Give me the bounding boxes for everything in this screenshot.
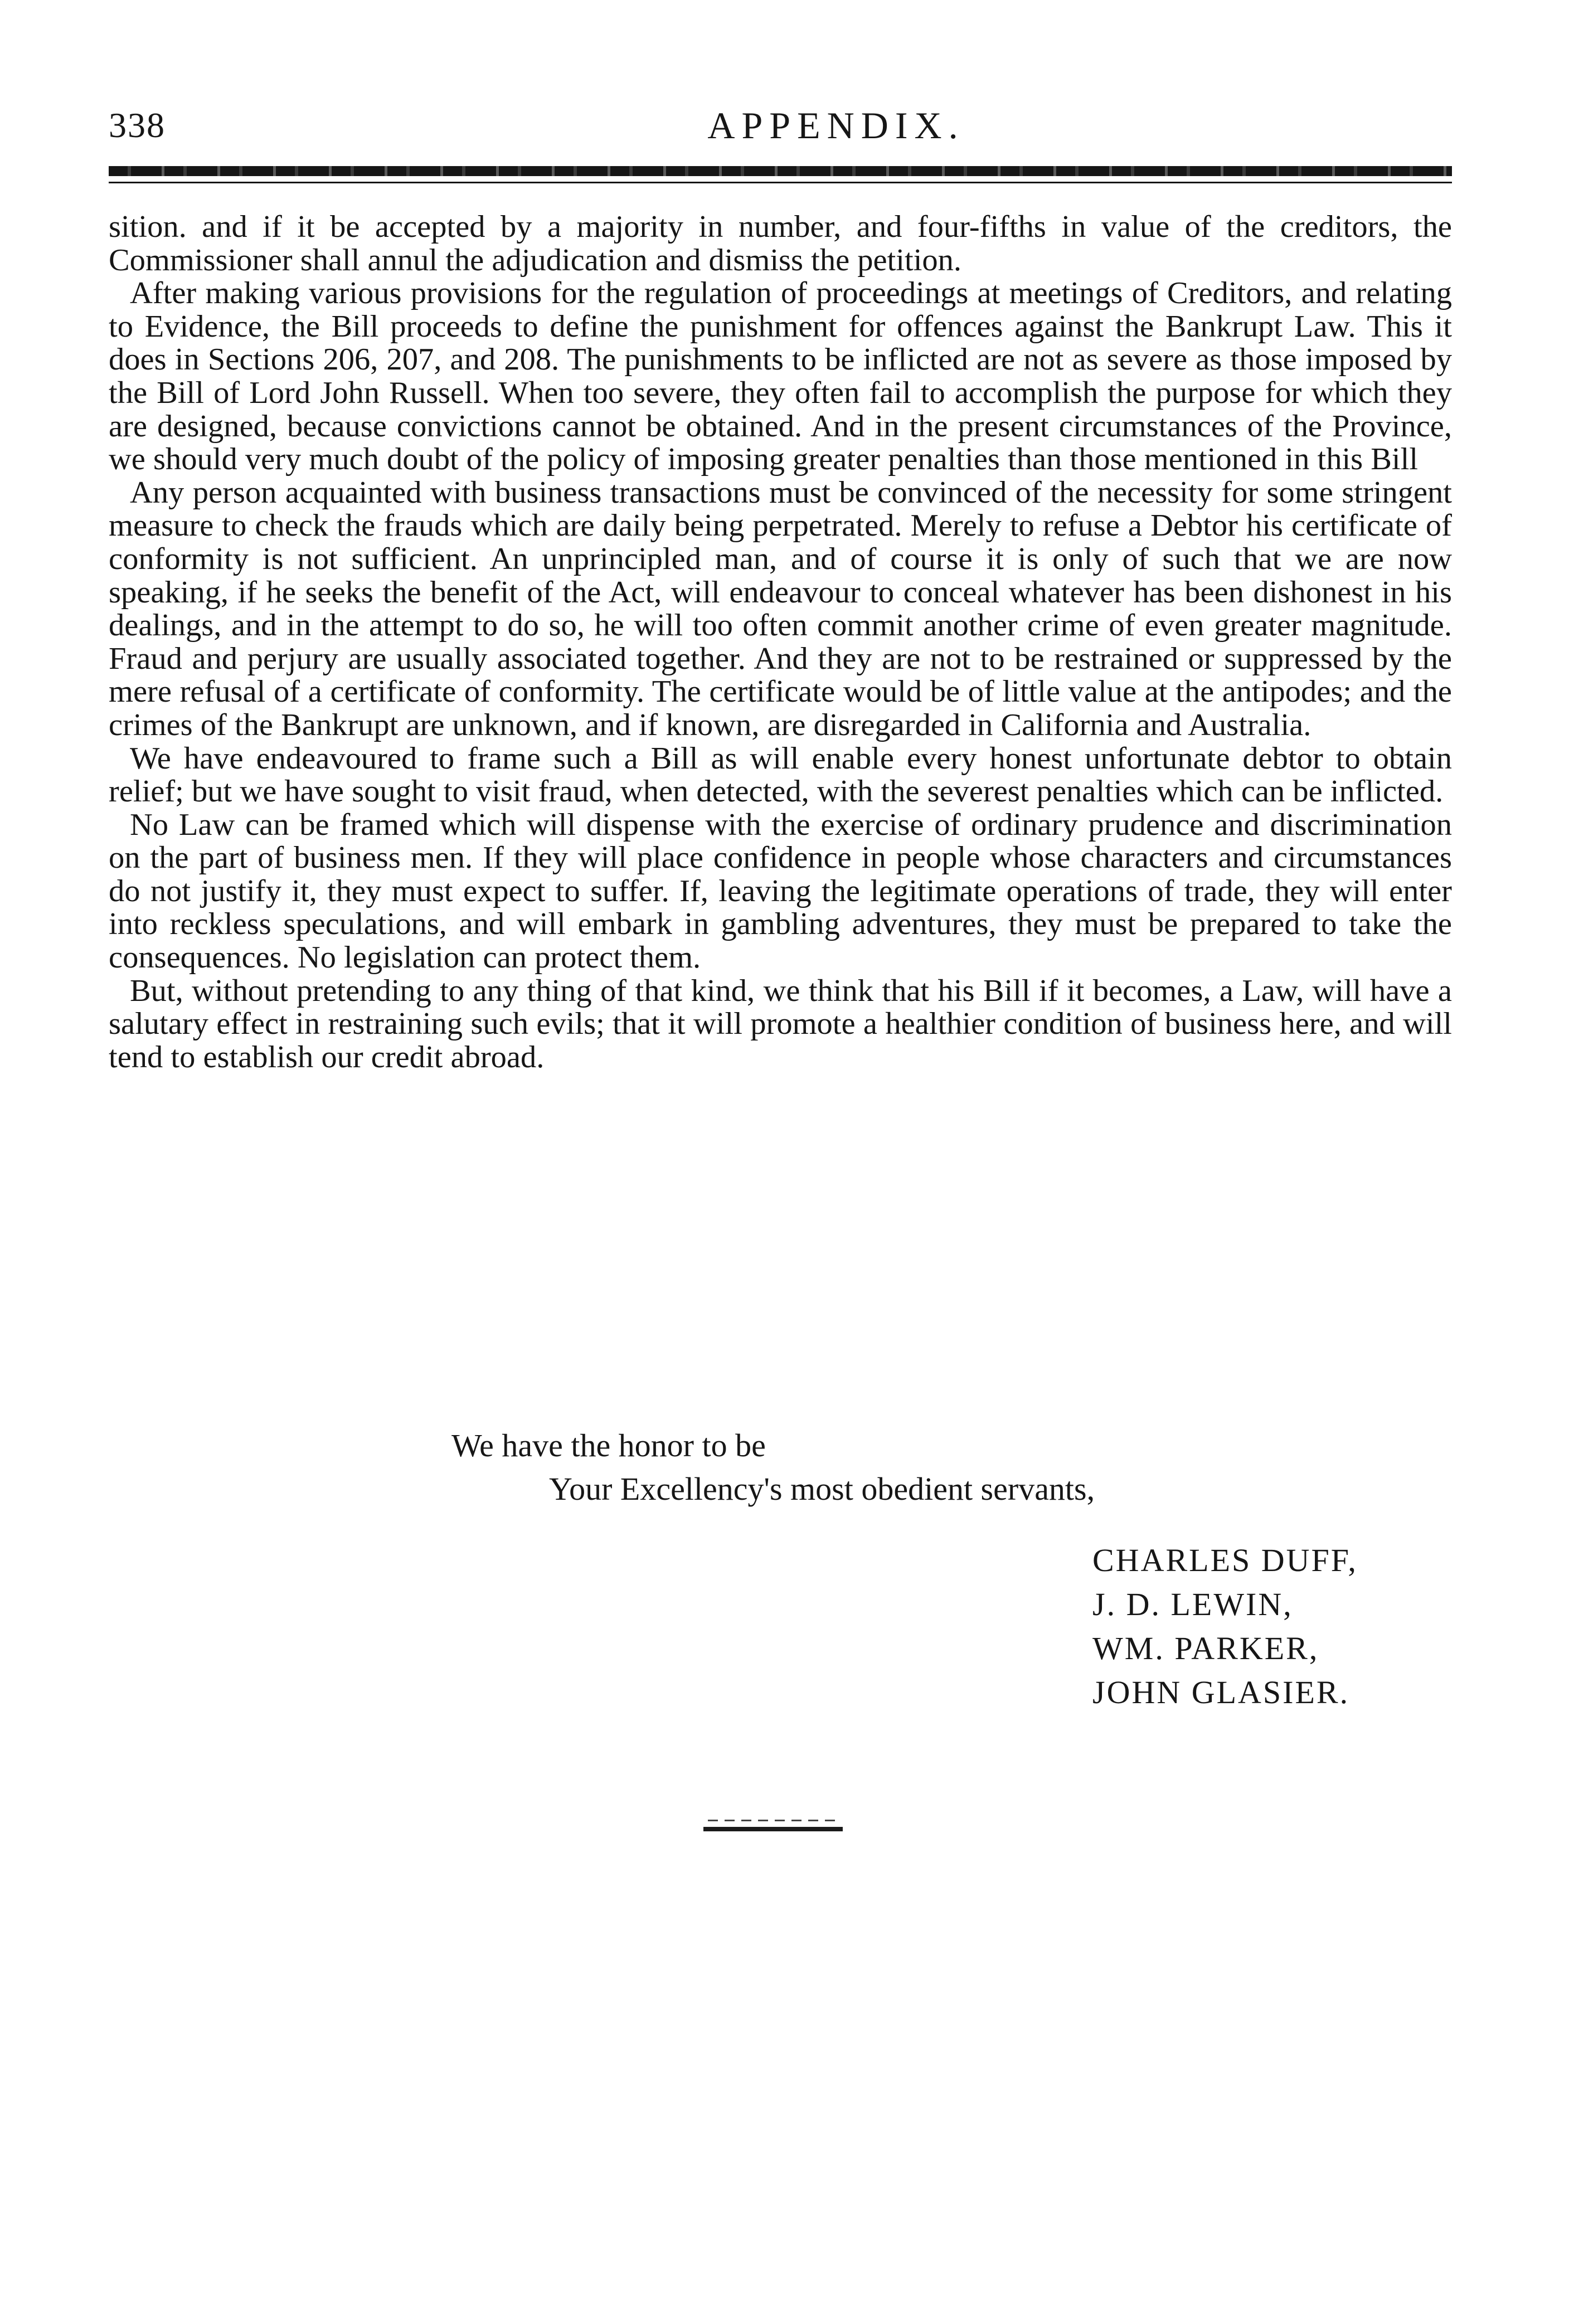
paragraph-continuation: sition. and if it be accepted by a majority in number, and four-fifths in value of the creditors, the Commissioner shall annul the adjudication and dismiss the petition. xyxy=(109,210,1452,278)
header-rule-thin xyxy=(109,182,1452,183)
closing-valediction: Your Excellency's most obedient servants, xyxy=(549,1471,1095,1507)
paragraph-relief: We have endeavoured to frame such a Bill as will enable every honest unfortunate debtor to obtain relief; but we have sought to visit fraud, when detected, with the severest penalties which can be inflicted. xyxy=(109,741,1452,809)
end-ornament-rule xyxy=(703,1827,843,1831)
running-head: APPENDIX. xyxy=(707,104,965,147)
header-rule-thick xyxy=(109,166,1452,176)
closing-salutation: We have the honor to be xyxy=(451,1427,766,1464)
paragraph-conclusion: But, without pretending to any thing of that kind, we think that his Bill if it becomes, a Law, will have a salutary effect in restraining such evils; that it will promote a healthier condition of business here, and will tend to establish our credit abroad. xyxy=(109,973,1452,1075)
end-ornament-rule-top xyxy=(708,1820,836,1821)
signatory: JOHN GLASIER. xyxy=(1092,1674,1350,1710)
paragraph-punishments: After making various provisions for the regulation of proceedings at meetings of Creditors, and relating to Evidence, the Bill proceeds to define the punishment for offences against the Bankrupt Law. This it does in Sections 206, 207, and 208. The punishments to be inflicted are not as severe as those imposed by the Bill of Lord John Russell. When too severe, they often fail to accomplish the purpose for which they are designed, because convictions cannot be obtained. And in the present circumstances of the Province, we should very much doubt of the policy of imposing greater penalties than those mentioned in this Bill xyxy=(109,276,1452,477)
signatory: CHARLES DUFF, xyxy=(1092,1542,1358,1578)
paragraph-prudence: No Law can be framed which will dispense with the exercise of ordinary prudence and discrimination on the part of business men. If they will place confidence in people whose characters and circumstances do not justify it, they must expect to suffer. If, leaving the legitimate operations of trade, they will enter into reckless speculations, and will embark in gambling adventures, they must be prepared to take the consequences. No legislation can protect them. xyxy=(109,807,1452,975)
page-number: 338 xyxy=(109,105,166,145)
signatory: J. D. LEWIN, xyxy=(1092,1586,1293,1622)
signatures xyxy=(1092,1538,1358,1714)
body-text xyxy=(109,211,1452,1074)
signatory: WM. PARKER, xyxy=(1092,1630,1319,1666)
paragraph-frauds: Any person acquainted with business transactions must be convinced of the necessity for some stringent measure to check the frauds which are daily being perpetrated. Merely to refuse a Debtor his certificate of conformity is not sufficient. An unprincipled man, and of course it is only of such that we are now speaking, if he seeks the benefit of the Act, will endeavour to conceal whatever has been dishonest in his dealings, and in the attempt to do so, he will too often commit another crime of even greater magnitude. Fraud and perjury are usually associated together. And they are not to be restrained or suppressed by the mere refusal of a certificate of conformity. The certificate would be of little value at the antipodes; and the crimes of the Bankrupt are unknown, and if known, are disregarded in California and Australia. xyxy=(109,475,1452,742)
